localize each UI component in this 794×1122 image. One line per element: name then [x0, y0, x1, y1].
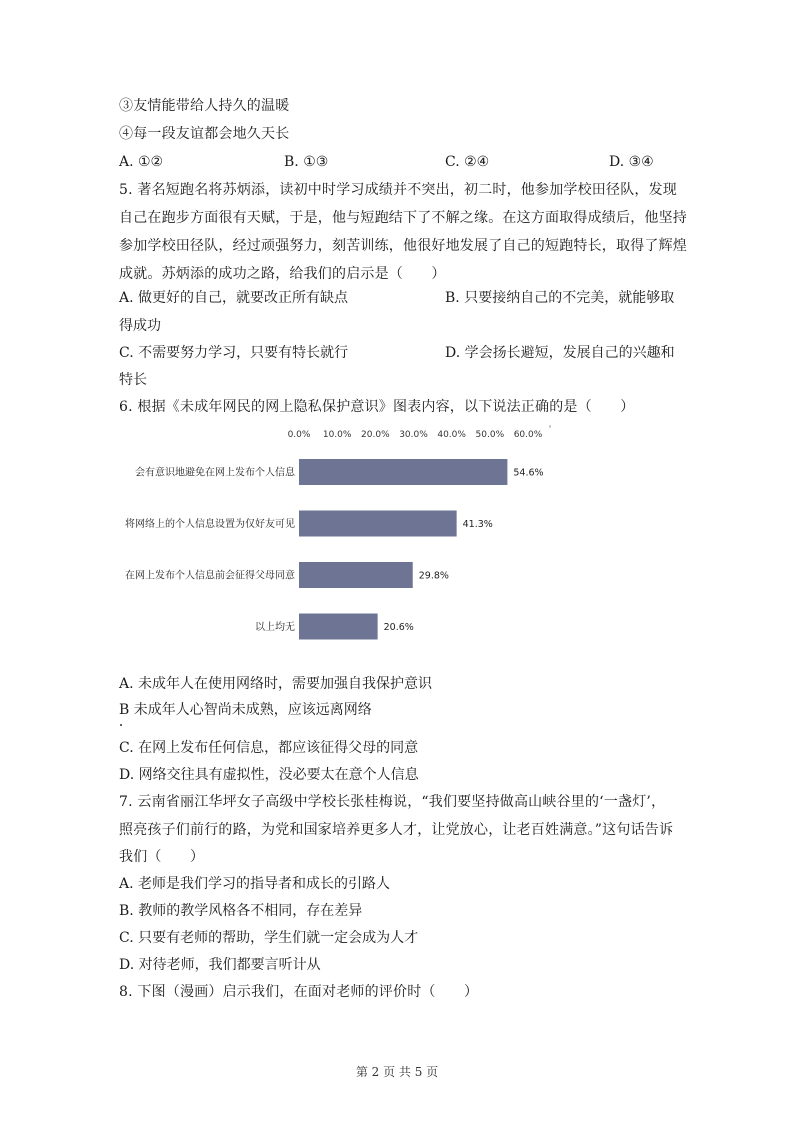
q7-option-d[interactable]: D. 对待老师，我们都要言听计从: [119, 957, 321, 973]
q5-option-d[interactable]: D. 学会扬长避短，发展自己的兴趣和: [445, 345, 675, 361]
chart-value-label: 20.6%: [383, 622, 414, 633]
privacy-awareness-bar-chart: [110, 418, 560, 648]
q7-stem-line-2: 照亮孩子们前行的路，为党和国家培养更多人才，让党放心，让老百姓满意。”这句话告诉: [119, 822, 674, 838]
q7-option-c[interactable]: C. 只要有老师的帮助，学生们就一定会成为人才: [119, 930, 419, 946]
q6-option-d[interactable]: D. 网络交往具有虚拟性，没必要太在意个人信息: [119, 767, 419, 783]
q5-option-c[interactable]: C. 不需要努力学习，只要有特长就行: [119, 345, 349, 361]
stray-dot: [120, 724, 122, 726]
q7-option-a[interactable]: A. 老师是我们学习的指导者和成长的引路人: [119, 876, 391, 892]
q5-option-a[interactable]: A. 做更好的自己，就要改正所有缺点: [119, 290, 349, 306]
x-tick-label: 10.0%: [322, 430, 352, 440]
x-tick-label: 20.0%: [361, 430, 390, 440]
chart-bar: [299, 511, 457, 537]
q6-option-a[interactable]: A. 未成年人在使用网络时，需要加强自我保护意识: [119, 676, 433, 692]
q4-statement-3: ③友情能带给人持久的温暖: [119, 98, 290, 114]
page-footer: 第 2 页 共 5 页: [355, 1065, 439, 1079]
q5-option-b-continued: 得成功: [119, 318, 161, 334]
q4-option-b[interactable]: B. ①③: [284, 154, 329, 170]
chart-category-label: 将网络上的个人信息设置为仅好友可见: [125, 519, 295, 530]
q7-stem-line-3: 我们（ ）: [119, 849, 205, 865]
q6-option-b[interactable]: B 未成年人心智尚未成熟，应该远离网络: [119, 702, 372, 718]
q4-option-c[interactable]: C. ②④: [445, 154, 490, 170]
chart-value-label: 41.3%: [462, 519, 493, 530]
x-tick-label: 50.0%: [475, 430, 505, 440]
q4-statement-4: ④每一段友谊都会地久天长: [119, 126, 290, 142]
chart-category-label: 在网上发布个人信息前会征得父母同意: [125, 570, 295, 582]
x-tick-label: 40.0%: [437, 430, 466, 440]
q6-stem: 6. 根据《未成年网民的网上隐私保护意识》图表内容，以下说法正确的是（ ）: [119, 399, 635, 415]
q8-stem: 8. 下图（漫画）启示我们，在面对老师的评价时（ ）: [119, 984, 479, 1000]
chart-bar: [299, 562, 413, 588]
x-tick-label: 60.0%: [513, 430, 543, 440]
chart-category-label: 以上均无: [255, 622, 295, 633]
chart-bar: [299, 614, 378, 640]
q4-option-d[interactable]: D. ③④: [609, 154, 654, 170]
chart-value-label: 54.6%: [513, 467, 544, 479]
chart-value-label: 29.8%: [418, 570, 449, 582]
q7-option-b[interactable]: B. 教师的教学风格各不相同，存在差异: [119, 903, 363, 919]
q6-option-c[interactable]: C. 在网上发布任何信息，都应该征得父母的同意: [119, 740, 419, 756]
q7-stem-line-1: 7. 云南省丽江华坪女子高级中学校长张桂梅说，“我们要坚持做高山峡谷里的‘一盏灯’，: [119, 794, 666, 810]
q5-option-d-continued: 特长: [119, 372, 147, 388]
x-tick-label: 0.0%: [287, 430, 311, 440]
chart-bar: [299, 459, 507, 485]
q5-option-b[interactable]: B. 只要接纳自己的不完美，就能够取: [445, 290, 675, 306]
x-tick-label: 30.0%: [399, 430, 428, 440]
q5-stem-line-3: 参加学校田径队，经过顽强努力，刻苦训练，他很好地发展了自己的短跑特长，取得了辉煌: [119, 238, 687, 254]
q5-stem-line-2: 自己在跑步方面很有天赋，于是，他与短跑结下了不解之缘。在这方面取得成绩后，他坚持: [119, 210, 687, 226]
q5-stem-line-1: 5. 著名短跑名将苏炳添，读初中时学习成绩并不突出，初二时，他参加学校田径队，发现: [119, 182, 678, 198]
q5-stem-line-4: 成就。苏炳添的成功之路，给我们的启示是（ ）: [119, 266, 446, 282]
q4-option-a[interactable]: A. ①②: [119, 154, 164, 170]
chart-category-label: 会有意识地避免在网上发布个人信息: [135, 467, 295, 479]
